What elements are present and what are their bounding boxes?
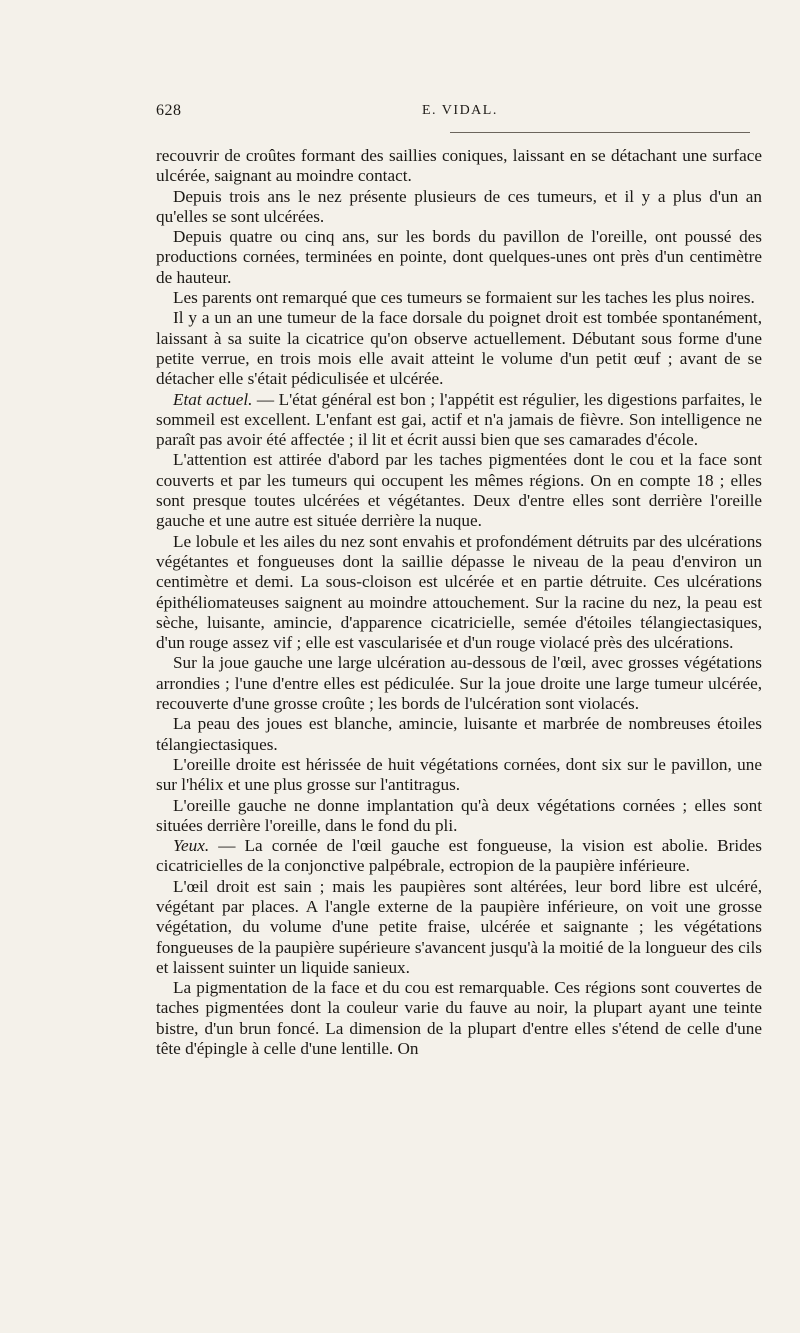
paragraph — [156, 714, 762, 755]
paragraph-text: Les parents ont remarqué que ces tumeurs se formaient sur les taches les plus noires. — [173, 288, 755, 308]
section-lead-italic: Yeux. — [173, 836, 210, 856]
paragraph-text: Depuis trois ans le nez présente plusieurs de ces tumeurs, et il y a plus d'un an qu'elles se sont ulcérées. — [156, 186, 762, 226]
paragraph — [156, 308, 762, 389]
paragraph-text: L'œil droit est sain ; mais les paupières sont altérées, leur bord libre est ulcéré, végétant par places. A l'angle externe de la paupière inférieure, on voit une grosse végétation, du volume d'une petite fraise, ulcérée et saignante ; les végétations fongueuses de la paupière supérieure s'avancent jusqu'à la moitié de la longueur des cils et laissent suinter un liquide sanieux. — [156, 876, 762, 977]
paragraph — [156, 653, 762, 714]
paragraph — [156, 146, 762, 187]
paragraph-text: L'oreille droite est hérissée de huit végétations cornées, dont six sur le pavillon, une sur l'hélix et une plus grosse sur l'antitragus. — [156, 754, 762, 795]
page-number: 628 — [156, 102, 182, 119]
page-header — [156, 102, 762, 124]
paragraph — [156, 877, 762, 978]
paragraph-text: Le lobule et les ailes du nez sont envahis et profondément détruits par des ulcérations végétantes et fongueuses dont la saillie dépasse le niveau de la peau d'environ un centimètre et demi. La sous-cloison est ulcérée et en partie détruite. Ces ulcérations épithéliomateuses saignent au moindre attouchement. Sur la racine du nez, la peau est sèche, luisante, amincie, d'apparence cicatricielle, semée d'étoiles télangiectasiques, d'un rouge assez vif ; elle est vascularisée et d'un rouge violacé près des ulcérations. — [156, 531, 762, 653]
paragraph — [156, 796, 762, 837]
paragraph — [156, 450, 762, 531]
paragraph — [156, 390, 762, 451]
paragraph-text: L'oreille gauche ne donne implantation qu'à deux végétations cornées ; elles sont situées derrière l'oreille, dans le fond du pli. — [156, 795, 762, 835]
paragraph-text: L'attention est attirée d'abord par les taches pigmentées dont le cou et la face sont couverts et par les tumeurs qui occupent les mêmes régions. On en compte 18 ; elles sont presque toutes ulcérées et végétantes. Deux d'entre elles sont derrière l'oreille gauche et une autre est située derrière la nuque. — [156, 450, 762, 531]
paragraph-text: La pigmentation de la face et du cou est remarquable. Ces régions sont couvertes de taches pigmentées dont la couleur varie du fauve au noir, la plupart ayant une teinte bistre, d'un brun foncé. La dimension de la plupart d'entre elles s'étend de celle d'une tête d'épingle à celle d'une lentille. On — [156, 978, 762, 1059]
paragraph-text: La peau des joues est blanche, amincie, luisante et marbrée de nombreuses étoiles télangiectasiques. — [156, 714, 762, 754]
paragraph-text: Sur la joue gauche une large ulcération au-dessous de l'œil, avec grosses végétations arrondies ; l'une d'entre elles est pédiculée. Sur la joue droite une large tumeur ulcérée, recouverte d'une grosse croûte ; les bords de l'ulcération sont violacés. — [156, 653, 762, 714]
running-head: E. VIDAL. — [422, 103, 498, 118]
paragraph — [156, 532, 762, 654]
paragraph-text: Depuis quatre ou cinq ans, sur les bords du pavillon de l'oreille, ont poussé des productions cornées, terminées en pointe, dont quelques-unes ont près d'un centimètre de hauteur. — [156, 227, 762, 287]
paragraph — [156, 755, 762, 796]
paragraph-text: recouvrir de croûtes formant des saillies coniques, laissant en se détachant une surface ulcérée, saignant au moindre contact. — [156, 146, 762, 186]
paragraph — [156, 288, 762, 308]
paragraph — [156, 978, 762, 1059]
paragraph — [156, 836, 762, 877]
body-text — [156, 146, 762, 1059]
paragraph-text: — La cornée de l'œil gauche est fongueuse, la vision est abolie. Brides cicatricielles de la conjonctive palpébrale, ectropion de la paupière inférieure. — [156, 836, 762, 876]
header-rule — [450, 132, 750, 133]
paragraph — [156, 227, 762, 288]
paragraph-text: — L'état général est bon ; l'appétit est régulier, les digestions parfaites, le sommeil est excellent. L'enfant est gai, actif et n'a jamais de fièvre. Son intelligence ne paraît pas avoir été affectée ; il lit et écrit aussi bien que ses camarades d'école. — [156, 389, 762, 450]
paragraph — [156, 187, 762, 228]
paragraph-text: Il y a un an une tumeur de la face dorsale du poignet droit est tombée spontanément, laissant à sa suite la cicatrice qu'on observe actuellement. Débutant sous forme d'une petite verrue, en trois mois elle avait atteint le volume d'un petit œuf ; avant de se détacher elle s'était pédiculisée et ulcérée. — [156, 308, 762, 389]
section-lead-italic: Etat actuel. — [173, 389, 253, 409]
